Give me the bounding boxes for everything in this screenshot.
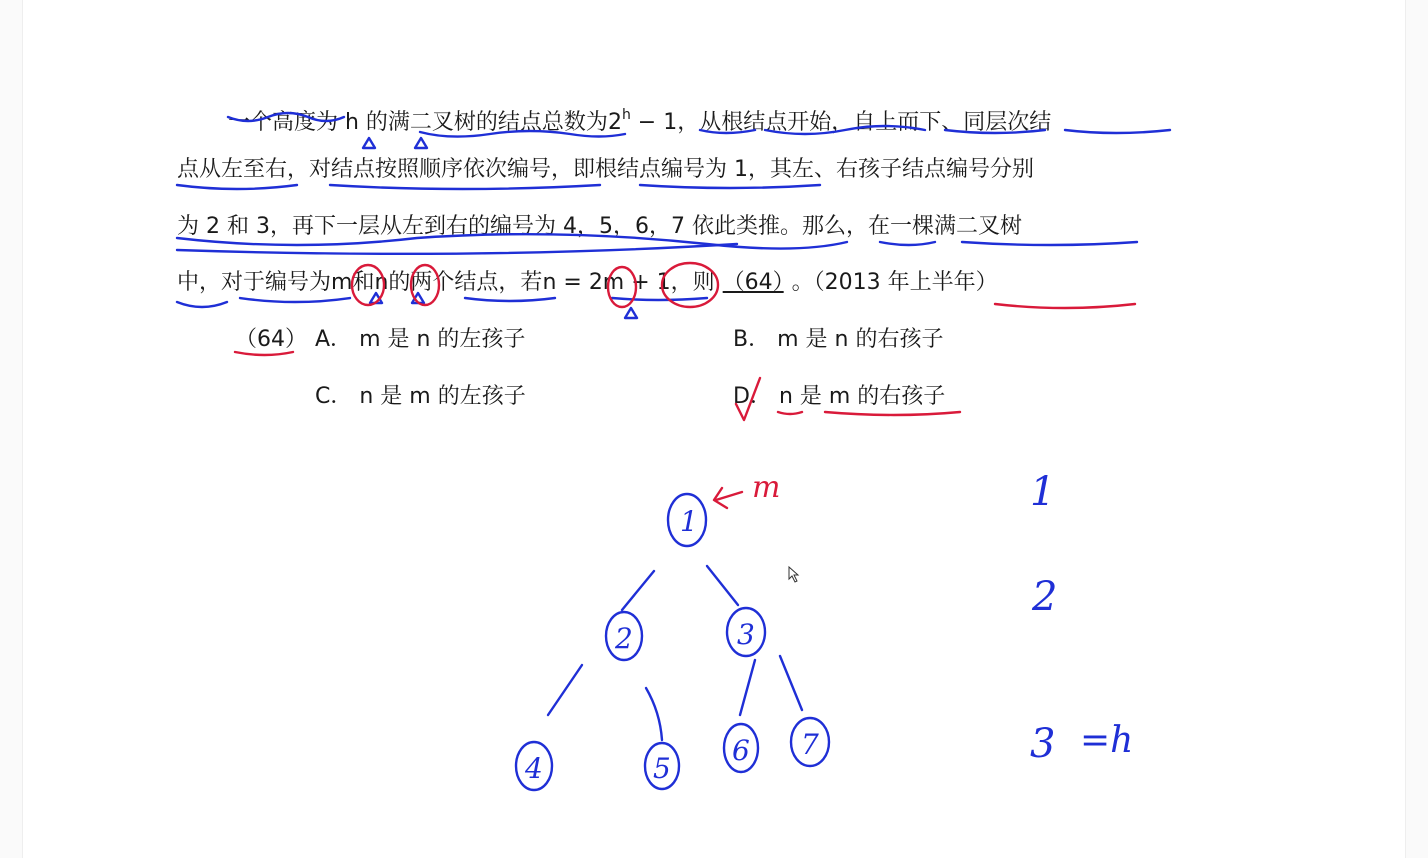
level-equals-h: =h [1080, 720, 1134, 761]
option-b[interactable]: B． m 是 n 的右孩子 [733, 327, 944, 352]
ink-triangle-mark [415, 138, 427, 148]
ink-underline [330, 185, 600, 189]
question-text: + 1，则 [624, 270, 715, 295]
power-exponent: h [621, 107, 631, 123]
question-text: 中，对于编号为 [177, 270, 332, 295]
ink-underline [945, 130, 1045, 133]
ink-underline [778, 412, 802, 414]
level-2: 2 [1032, 574, 1058, 620]
ink-circle-m [352, 265, 384, 305]
variable-m: m [331, 270, 353, 295]
option-d[interactable]: D． n 是 m 的右孩子 [733, 384, 946, 409]
ink-underline [825, 412, 960, 415]
ink-circle-n2 [608, 267, 636, 307]
question-text: 的两个结点，若 [388, 270, 543, 295]
tree-node-label: 2 [615, 622, 633, 655]
ink-circle-n [411, 265, 439, 305]
term-2m: 2m [588, 270, 625, 295]
tree-node-label: 3 [737, 618, 755, 651]
answer-number: （64） [235, 327, 307, 352]
option-c[interactable]: C． n 是 m 的左孩子 [315, 384, 526, 409]
tree-edge [548, 665, 582, 715]
tree-edge [740, 660, 755, 715]
ink-underline [240, 298, 350, 302]
ink-underline [177, 302, 227, 307]
option-a[interactable]: A． m 是 n 的左孩子 [315, 327, 526, 352]
answer-blank: （64） [722, 270, 784, 295]
ink-triangle-mark [625, 308, 637, 318]
ink-triangle-mark [363, 138, 375, 148]
variable-n: n [374, 270, 389, 295]
tree-diagram [516, 470, 829, 790]
ink-underline [612, 298, 707, 300]
ink-underline [962, 242, 1137, 245]
ink-underline [640, 185, 820, 188]
tree-node-label: 6 [732, 734, 750, 767]
ink-underline [228, 113, 344, 121]
ink-underline [880, 242, 935, 245]
tree-edge [622, 571, 654, 610]
tree-node-label: 4 [525, 752, 543, 785]
ink-underline [1065, 130, 1170, 133]
tree-edge [646, 688, 662, 740]
tree-node-label: 5 [653, 752, 671, 785]
ink-circle-2m [662, 263, 718, 307]
arrow-to-root [714, 488, 742, 508]
ink-underline [465, 298, 555, 301]
tree-edge [707, 566, 738, 605]
ink-underline [177, 185, 297, 189]
mouse-cursor-icon [789, 567, 798, 582]
ink-underline [177, 234, 847, 248]
question-text: − 1，从根结点开始，自上而下、同层次结 [630, 110, 1052, 135]
ink-check-mark [736, 378, 760, 420]
tree-edge [780, 656, 802, 710]
ink-underline [700, 130, 755, 133]
level-3: 3 [1030, 721, 1056, 767]
question-source: 。（2013 年上半年） [791, 270, 998, 295]
level-1: 1 [1030, 469, 1056, 515]
question-text: 和 [352, 270, 375, 295]
question-text: 点从左至右，对结点按照顺序依次编号，即根结点编号为 1，其左、右孩子结点编号分别 [177, 157, 1034, 182]
power-base: 2 [607, 110, 622, 135]
ink-underline [995, 304, 1135, 308]
variable-n: n [542, 270, 557, 295]
root-m-label: m [752, 470, 781, 505]
ink-underline [235, 352, 293, 355]
ink-underline [765, 126, 925, 134]
ink-underline [420, 131, 625, 137]
tree-node-label: 1 [680, 505, 698, 538]
equals-sign: = [556, 270, 589, 295]
question-text: 为 2 和 3，再下一层从左到右的编号为 4，5，6，7 依此类推。那么，在一棵满二叉树 [177, 214, 1022, 239]
tree-node-label: 7 [801, 728, 819, 761]
question-text: 一个高度为 h 的满二叉树的结点总数为 [228, 110, 608, 135]
